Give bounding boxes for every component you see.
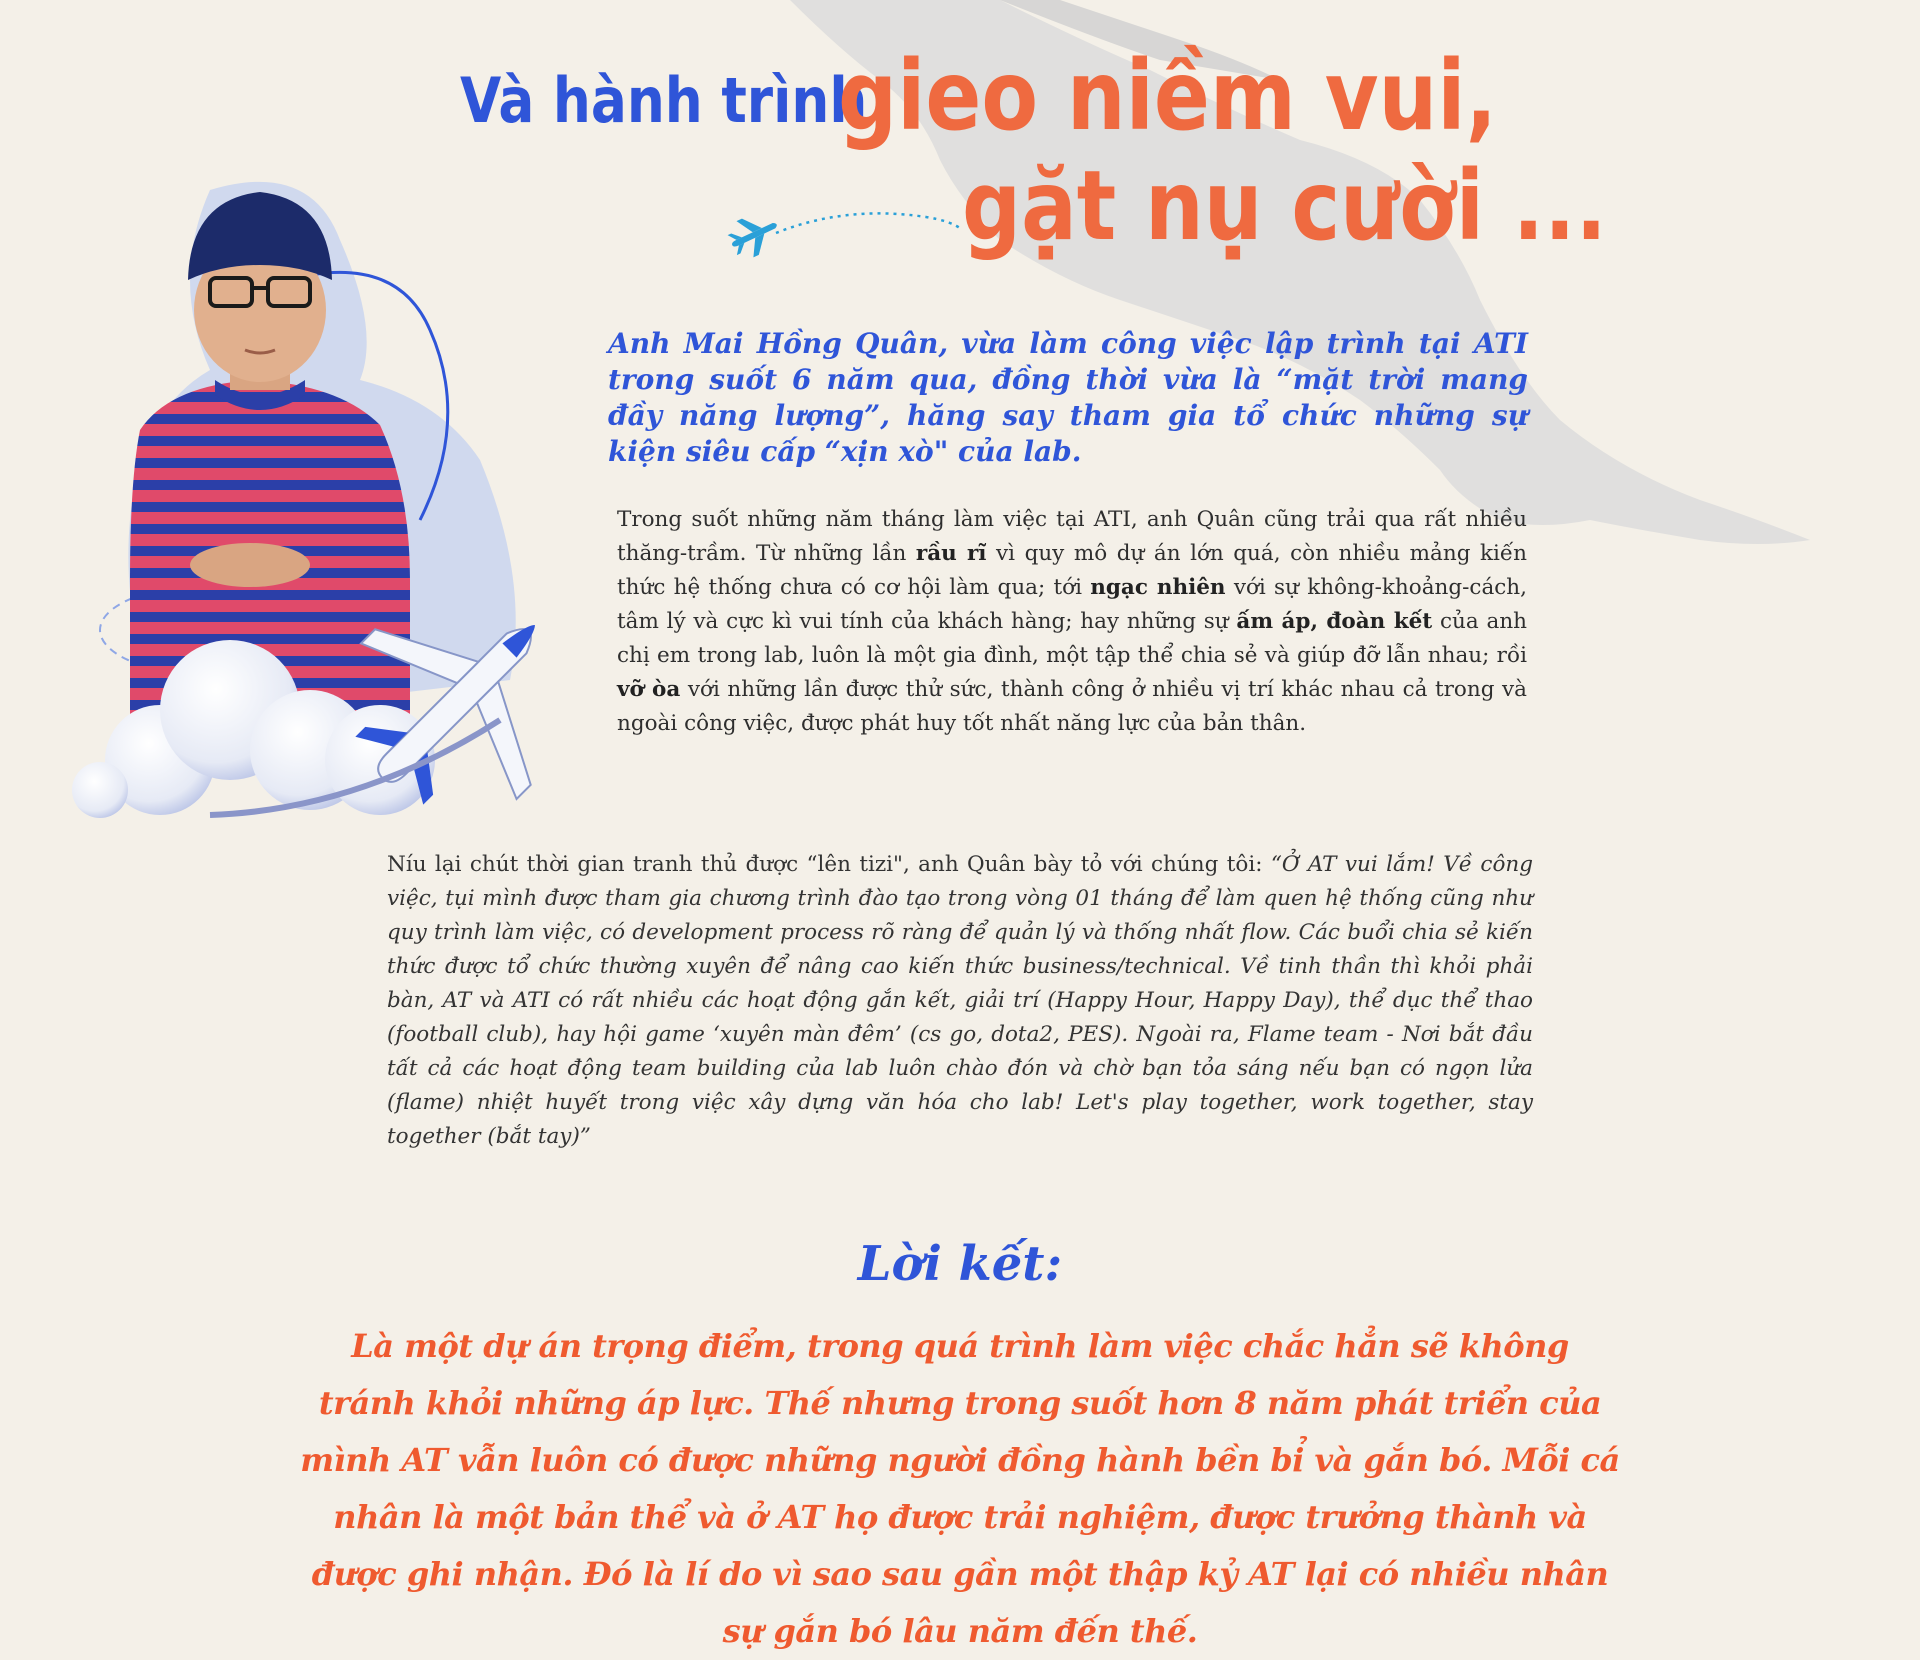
person-photo — [60, 160, 600, 820]
story-paragraph: Trong suốt những năm tháng làm việc tại ATI, anh Quân cũng trải qua rất nhiều thăng-trầm. Từ những lần rầu rĩ vì quy mô dự án lớn quá, còn nhiều mảng kiến thức hệ thống chưa có cơ hội làm qua; tới ngạc nhiên với sự không-khoảng-cách, tâm lý và cực kì vui tính của khách hàng; hay những sự ấm áp, đoàn kết của anh chị em trong lab, luôn là một gia đình, một tập thể chia sẻ và giúp đỡ lẫn nhau; rồi vỡ òa với những lần được thử sức, thành công ở nhiều vị trí khác nhau cả trong và ngoài công việc, được phát huy tốt nhất năng lực của bản thân. — [617, 507, 1528, 736]
title-highlight-line-1: gieo niềm vui, — [838, 40, 1497, 152]
emphasis-ngac-nhien: ngạc nhiên — [1090, 575, 1226, 600]
closing-title: Lời kết: — [857, 1236, 1063, 1292]
emphasis-rau-ri: rầu rĩ — [915, 541, 987, 566]
emphasis-am-ap: ấm áp, đoàn kết — [1236, 609, 1433, 634]
closing-text: Là một dự án trọng điểm, trong quá trình làm việc chắc hẳn sẽ không tránh khỏi những áp lực. Thế nhưng trong suốt hơn 8 năm phát triển của mình AT vẫn luôn có được những người đồng hành bền bỉ và gắn bó. Mỗi cá nhân là một bản thể và ở AT họ được trải nghiệm, được trưởng thành và được ghi nhận. Đó là lí do vì sao sau gần một thập kỷ AT lại có nhiều nhân sự gắn bó lâu năm đến thế. — [300, 1327, 1620, 1650]
emphasis-vo-oa: vỡ òa — [617, 677, 681, 702]
quote-text: “Ở AT vui lắm! Về công việc, tụi mình được tham gia chương trình đào tạo trong vòng 01 tháng để làm quen hệ thống cũng như quy trình làm việc, có development process rõ ràng để quản lý và thống nhất flow. Các buổi chia sẻ kiến thức được tổ chức thường xuyên để nâng cao kiến thức business/technical. Về tinh thần thì khỏi phải bàn, AT và ATI có rất nhiều các hoạt động gắn kết, giải trí (Happy Hour, Happy Day), thể dục thể thao (football club), hay hội game ‘xuyên màn đêm’ (cs go, dota2, PES). Ngoài ra, Flame team - Nơi bắt đầu tất cả các hoạt động team building của lab luôn chào đón và chờ bạn tỏa sáng nếu bạn có ngọn lửa (flame) nhiệt huyết trong việc xây dựng văn hóa cho lab! Let's play together, work together, stay together (bắt tay)” — [387, 852, 1533, 1149]
airplane-icon — [726, 205, 986, 265]
quote-lead: Níu lại chút thời gian tranh thủ được “lên tizi", anh Quân bày tỏ với chúng tôi: — [387, 852, 1271, 877]
title-highlight-line-2: gặt nụ cười ... — [962, 150, 1607, 262]
title-lead: Và hành trình — [460, 64, 868, 137]
intro-paragraph: Anh Mai Hồng Quân, vừa làm công việc lập trình tại ATI trong suốt 6 năm qua, đồng thời vừa là “mặt trời mang đầy năng lượng”, hăng say tham gia tổ chức những sự kiện siêu cấp “xịn xò" của lab. — [608, 327, 1528, 468]
quote-paragraph — [387, 848, 1533, 1154]
